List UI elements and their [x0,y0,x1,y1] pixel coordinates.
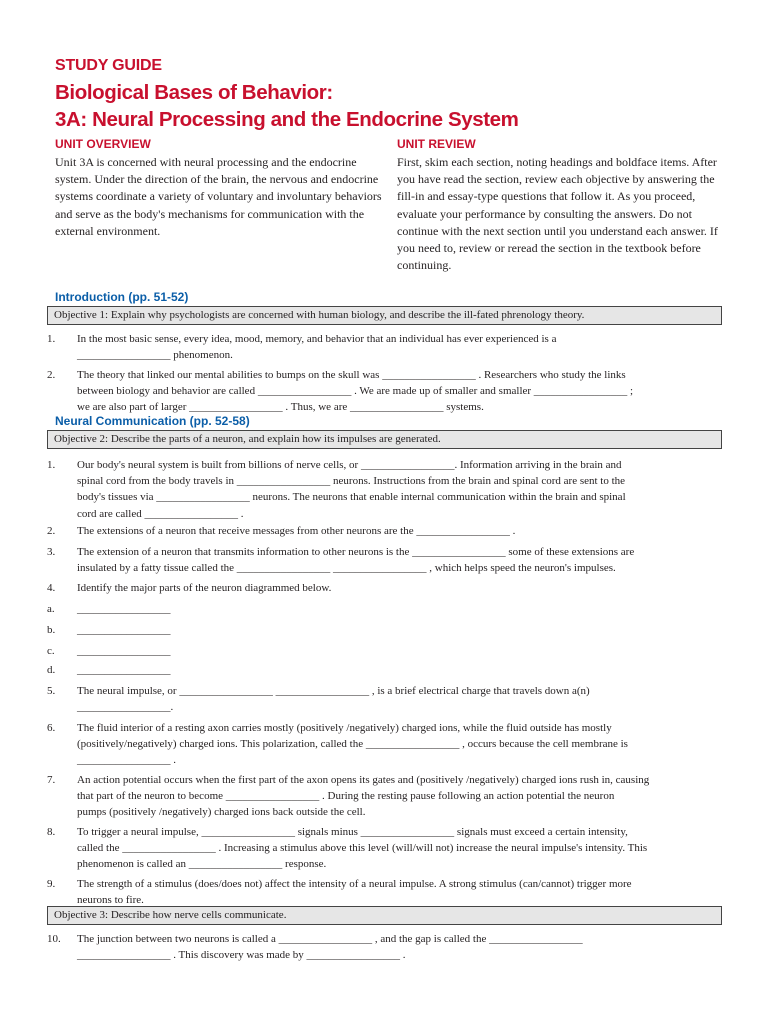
question-number: 6. [47,722,56,734]
question-intro-2 [47,367,727,416]
objective-2: Objective 2: Describe the parts of a neuron, and explain how its impulses are generated. [47,430,722,449]
question-neural-10 [47,931,727,963]
question-number: 3. [47,546,56,558]
unit-overview-text: Unit 3A is concerned with neural processing and the endocrine system. Under the direction of the brain, the nervous and endocrine systems coordinate a variety of voluntary and involuntary behaviors and serve as the body's mechanisms for communication with the external environment. [55,155,382,238]
page-title [55,79,519,133]
question-neural-8 [47,824,727,873]
objective-3: Objective 3: Describe how nerve cells communicate. [47,906,722,925]
answer-blank: _________________ [77,645,171,657]
question-letter: d. [47,664,56,676]
title-line-1: Biological Bases of Behavior: [55,81,333,104]
question-text: An action potential occurs when the first part of the axon opens its gates and (positively /negatively) charged ions rush in, causing that part of the neuron to become _________________ . During the resting pause following an action potential the neuron pumps (positively /negatively) charged ions back outside the cell. [77,774,650,819]
section-neural-communication-heading: Neural Communication (pp. 52-58) [55,414,250,428]
question-neural-6 [47,720,727,769]
question-number: 7. [47,774,56,786]
question-text: To trigger a neural impulse, _________________ signals minus _________________ signals must exceed a certain intensity, called the _________________ . Increasing a stimulus above this level (will/will not) increase the neural impulse's intensity. This phenomenon is called an _________________ response. [77,826,648,871]
question-neural-3 [47,544,727,576]
question-neural-9 [47,876,727,908]
question-text: In the most basic sense, every idea, mood, memory, and behavior that an individual has ever experienced is a _________________ phenomenon. [77,333,557,362]
question-neural-5 [47,683,727,715]
question-text: Our body's neural system is built from billions of nerve cells, or _________________. Information arriving in the brain and spinal cord from the body travels in _________________ neurons. Instructions from the brain and spinal cord are sent to the body's tissues via _________________ neurons. The neurons that enable internal communication within the brain and spinal cord are called _________________ . [77,459,626,520]
question-number: 10. [47,933,61,945]
unit-overview-heading: UNIT OVERVIEW [55,137,151,151]
question-number: 2. [47,525,56,537]
question-number: 4. [47,582,56,594]
question-number: 1. [47,333,56,345]
question-text: The strength of a stimulus (does/does not) affect the intensity of a neural impulse. A strong stimulus (can/cannot) trigger more neurons to fire. [77,878,632,907]
question-text: The neural impulse, or _________________ _________________ , is a brief electrical charge that travels down a(n) _________________. [77,685,590,714]
question-letter: b. [47,624,56,636]
title-line-2: 3A: Neural Processing and the Endocrine System [55,108,519,131]
objective-1: Objective 1: Explain why psychologists are concerned with human biology, and describe the ill-fated phrenology theory. [47,306,722,325]
question-neural-1 [47,457,727,522]
question-neural-4d [47,662,727,678]
answer-blank: _________________ [77,603,171,615]
question-text: The extensions of a neuron that receive messages from other neurons are the _________________ . [77,525,516,537]
question-text: The junction between two neurons is called a _________________ , and the gap is called the _________________ _________________ . This discovery was made by _________________ . [77,933,583,962]
question-neural-4 [47,580,727,596]
question-text: The fluid interior of a resting axon carries mostly (positively /negatively) charged ions, while the fluid outside has mostly (positively/negatively) charged ions. This polarization, called the _________________ , occurs because the cell membrane is _________________ . [77,722,628,767]
unit-review-text: First, skim each section, noting headings and boldface items. After you have read the section, review each objective by answering the fill-in and essay-type questions that follow it. As you proceed, evaluate your performance by consulting the answers. Do not continue with the next section until you understand each answer. If you need to, review or reread the section in the textbook before continuing. [397,155,718,273]
question-text: The extension of a neuron that transmits information to other neurons is the _________________ some of these extensions are insulated by a fatty tissue called the _________________ _________________ , which helps speed the neuron's impulses. [77,546,635,575]
question-number: 1. [47,459,56,471]
question-number: 2. [47,369,56,381]
unit-review-heading: UNIT REVIEW [397,137,476,151]
question-neural-2 [47,523,727,539]
question-neural-4c [47,643,727,659]
question-text: Identify the major parts of the neuron diagrammed below. [77,582,332,594]
question-neural-7 [47,772,727,821]
section-introduction-heading: Introduction (pp. 51-52) [55,290,189,304]
question-letter: c. [47,645,55,657]
answer-blank: _________________ [77,624,171,636]
question-neural-4b [47,622,727,638]
question-number: 5. [47,685,56,697]
question-neural-4a [47,601,727,617]
question-number: 9. [47,878,56,890]
answer-blank: _________________ [77,664,171,676]
question-intro-1 [47,331,727,363]
question-text: The theory that linked our mental abilities to bumps on the skull was _________________ . Researchers who study the links between biology and behavior are called _________________ . We are made up of smaller and smaller _________________ ; we are also part of larger _________________ . Thus, we are _________________ systems. [77,369,634,414]
question-letter: a. [47,603,55,615]
question-number: 8. [47,826,56,838]
study-guide-label: STUDY GUIDE [55,57,162,74]
